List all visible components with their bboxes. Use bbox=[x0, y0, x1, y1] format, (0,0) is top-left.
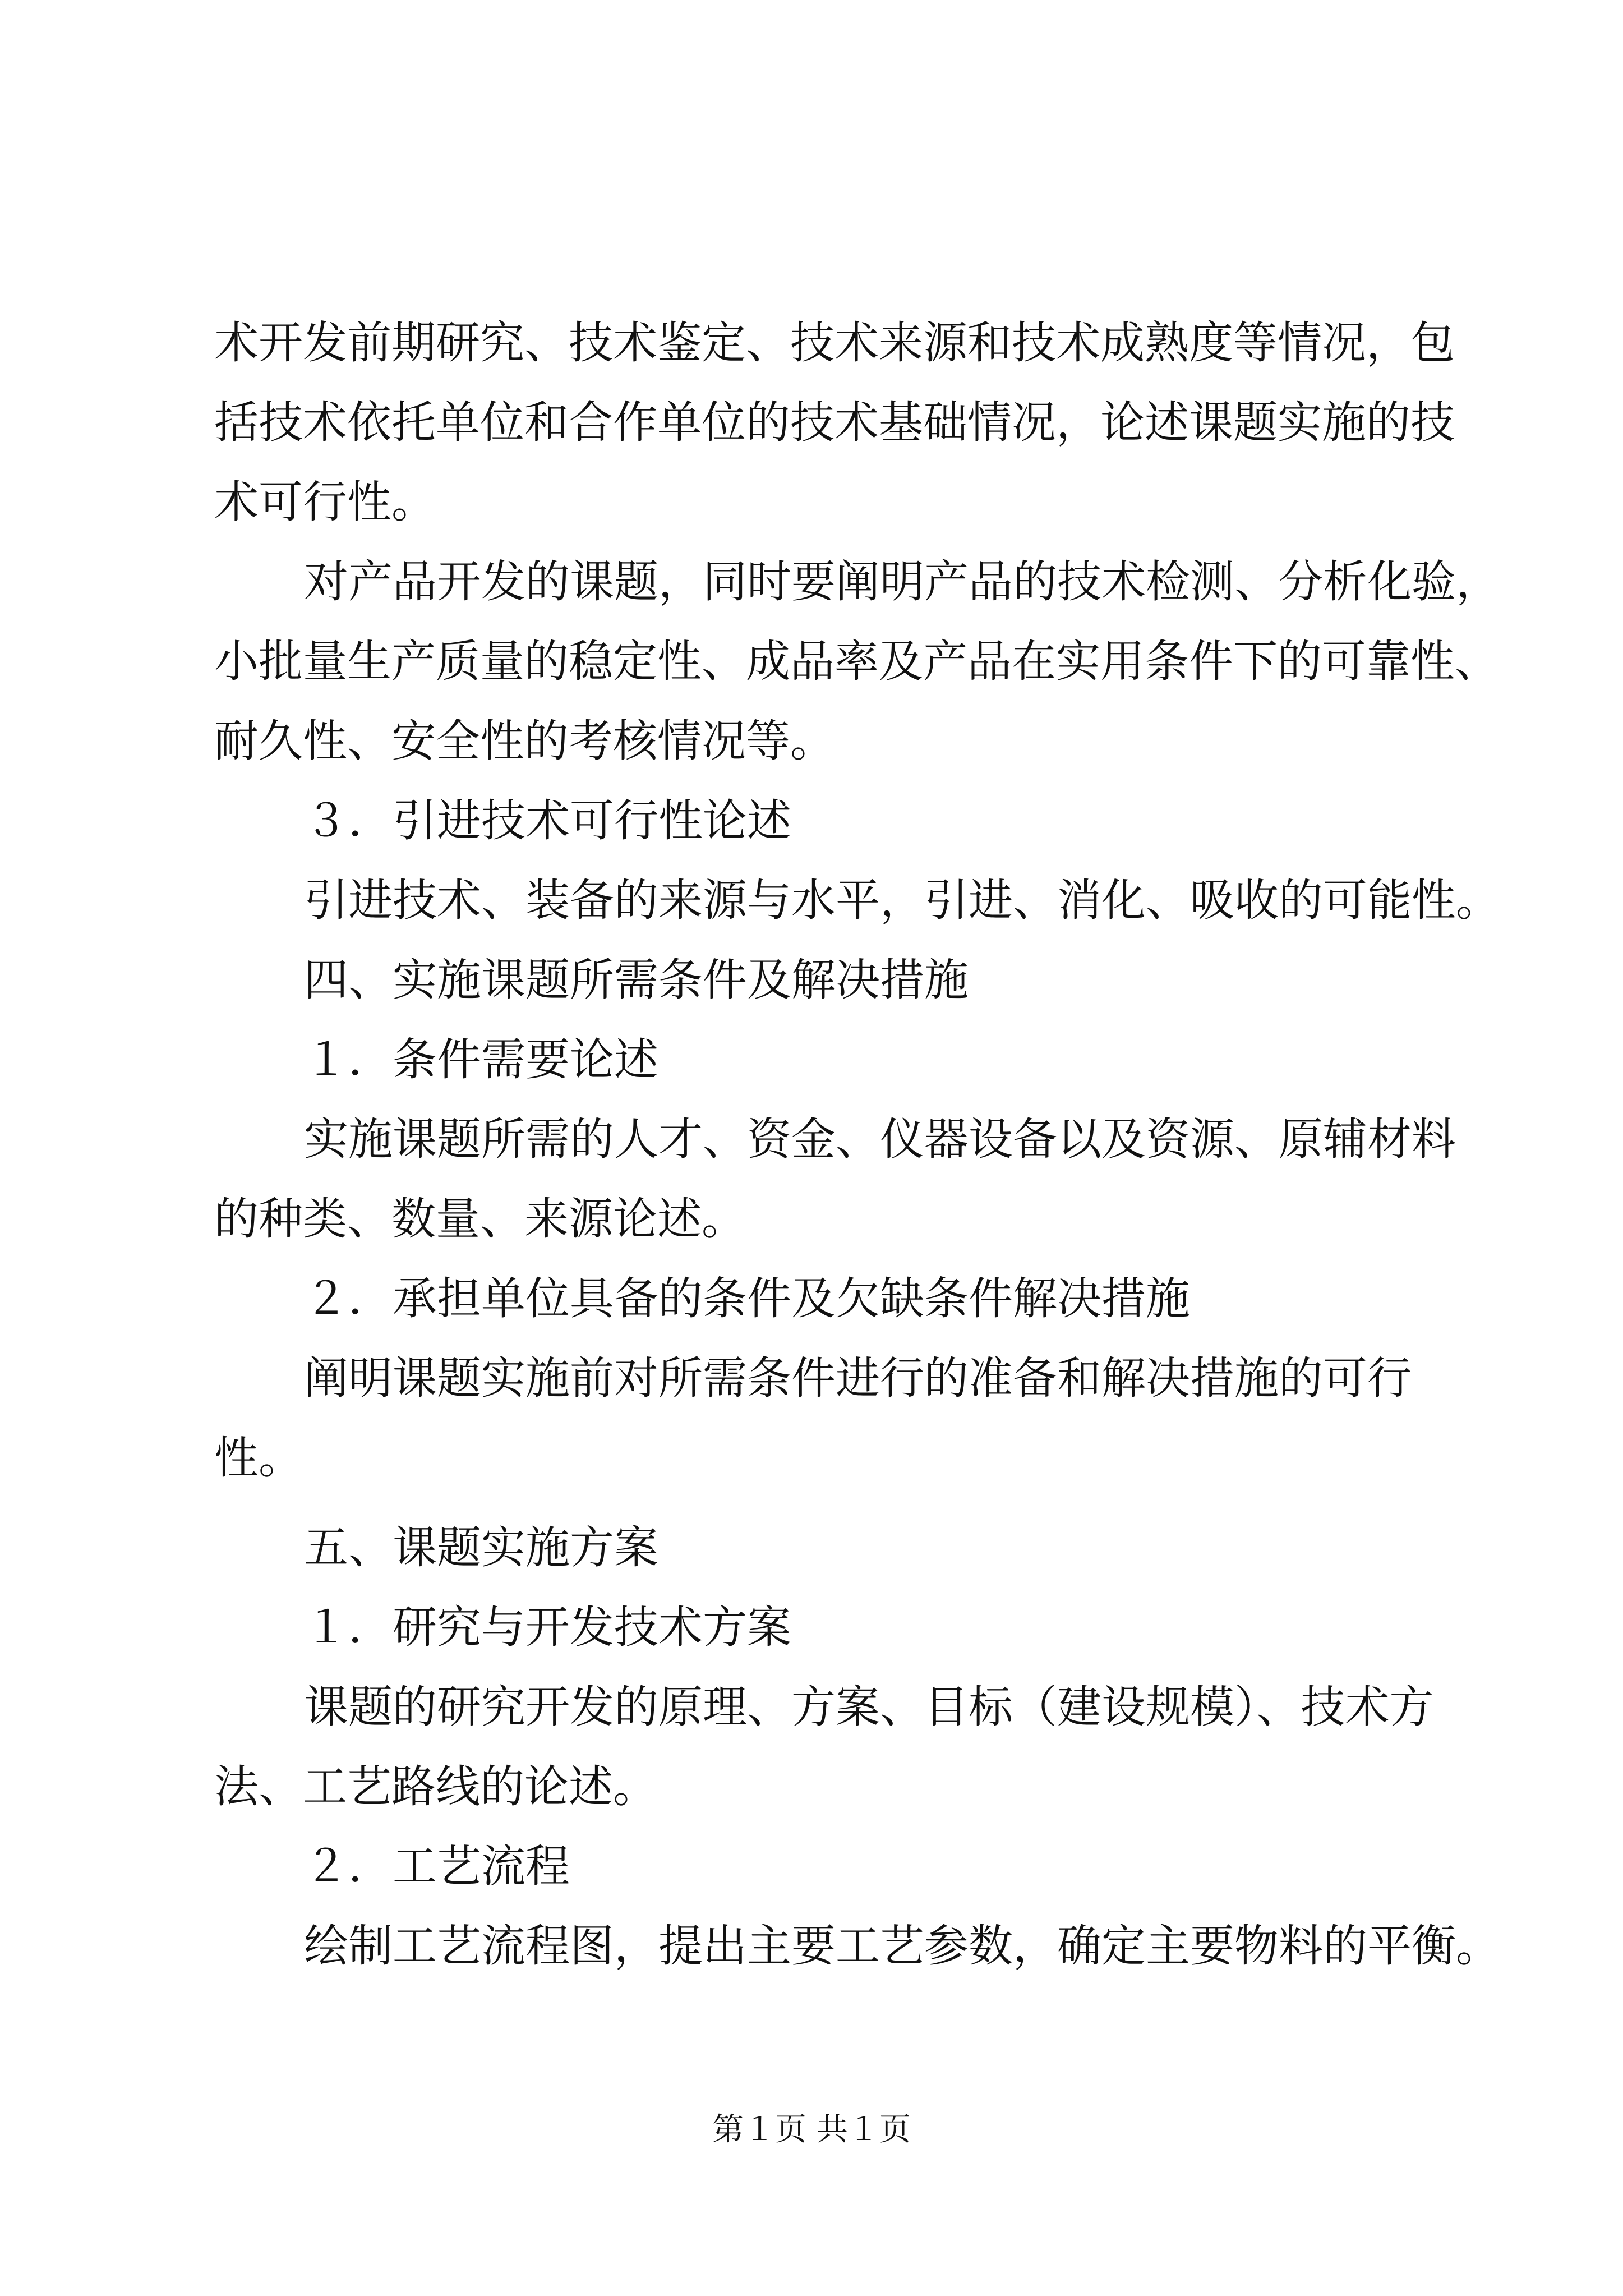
body-line: 法、工艺路线的论述。 bbox=[214, 1761, 657, 1812]
paragraph-first-line: 对产品开发的课题，同时要阐明产品的技术检测、分析化验， bbox=[304, 556, 1500, 608]
body-line: 耐久性、安全性的考核情况等。 bbox=[214, 715, 834, 767]
body-line: 术可行性。 bbox=[214, 476, 436, 528]
body-line: 括技术依托单位和合作单位的技术基础情况，论述课题实施的技 bbox=[214, 397, 1455, 448]
subsection-heading: ３．引进技术可行性论述 bbox=[304, 795, 791, 846]
paragraph-first-line: 引进技术、装备的来源与水平，引进、消化、吸收的可能性。 bbox=[304, 875, 1500, 926]
section-heading: 五、课题实施方案 bbox=[304, 1522, 658, 1573]
page-footer: 第１页 共１页 bbox=[712, 2111, 911, 2148]
body-line: 的种类、数量、来源论述。 bbox=[214, 1193, 746, 1245]
document-body bbox=[214, 303, 1500, 1986]
section-heading: 四、实施课题所需条件及解决措施 bbox=[304, 954, 969, 1006]
paragraph-first-line: 阐明课题实施前对所需条件进行的准备和解决措施的可行 bbox=[304, 1352, 1412, 1404]
paragraph-first-line: 绘制工艺流程图，提出主要工艺参数，确定主要物料的平衡。 bbox=[304, 1920, 1500, 1972]
body-line: 性。 bbox=[214, 1432, 303, 1484]
subsection-heading: １．研究与开发技术方案 bbox=[304, 1602, 791, 1653]
subsection-heading: ２．工艺流程 bbox=[304, 1841, 570, 1892]
body-line: 术开发前期研究、技术鉴定、技术来源和技术成熟度等情况，包 bbox=[214, 317, 1455, 369]
subsection-heading: ２．承担单位具备的条件及欠缺条件解决措施 bbox=[304, 1273, 1190, 1324]
paragraph-first-line: 实施课题所需的人才、资金、仪器设备以及资源、原辅材料 bbox=[304, 1114, 1456, 1165]
body-line: 小批量生产质量的稳定性、成品率及产品在实用条件下的可靠性、 bbox=[214, 636, 1499, 687]
paragraph-first-line: 课题的研究开发的原理、方案、目标（建设规模）、技术方 bbox=[304, 1681, 1434, 1733]
subsection-heading: １．条件需要论述 bbox=[304, 1034, 658, 1085]
